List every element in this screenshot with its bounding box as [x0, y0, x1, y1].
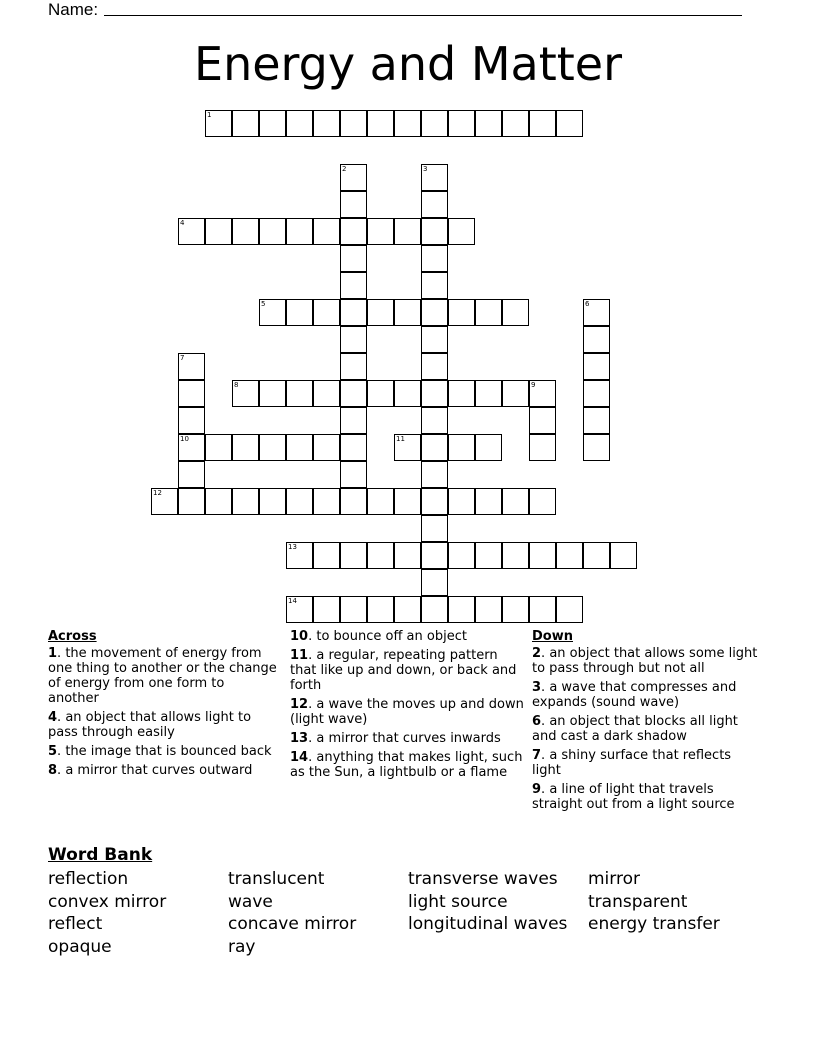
crossword-cell[interactable] — [313, 596, 340, 623]
crossword-cell[interactable] — [529, 380, 556, 407]
word-bank-word: light source — [408, 892, 508, 912]
crossword-cell[interactable] — [448, 380, 475, 407]
crossword-cell[interactable] — [367, 596, 394, 623]
crossword-cell[interactable] — [502, 110, 529, 137]
crossword-cell[interactable] — [394, 110, 421, 137]
crossword-cell[interactable] — [421, 461, 448, 488]
crossword-cell[interactable] — [583, 542, 610, 569]
crossword-cell[interactable] — [286, 218, 313, 245]
crossword-cell[interactable] — [475, 110, 502, 137]
cell-number: 9 — [531, 381, 536, 389]
crossword-cell[interactable] — [151, 488, 178, 515]
page-title: Energy and Matter — [194, 37, 622, 91]
crossword-cell[interactable] — [313, 380, 340, 407]
crossword-cell[interactable] — [367, 542, 394, 569]
cell-number: 3 — [423, 165, 428, 173]
cell-number: 2 — [342, 165, 347, 173]
crossword-cell[interactable] — [340, 191, 367, 218]
crossword-cell[interactable] — [313, 218, 340, 245]
crossword-cell[interactable] — [340, 110, 367, 137]
crossword-cell[interactable] — [178, 353, 205, 380]
crossword-cell[interactable] — [340, 164, 367, 191]
crossword-cell[interactable] — [529, 110, 556, 137]
crossword-cell[interactable] — [448, 542, 475, 569]
clue-across-5: 5. the image that is bounced back — [48, 744, 272, 759]
cell-number: 10 — [180, 435, 189, 443]
across-clues-col1 — [48, 629, 278, 782]
crossword-cell[interactable] — [178, 407, 205, 434]
clue-across-1: 1. the movement of energy from one thing to another or the change of energy from one form to another — [48, 646, 277, 706]
crossword-cell[interactable] — [529, 542, 556, 569]
crossword-cell[interactable] — [340, 488, 367, 515]
crossword-cell[interactable] — [286, 596, 313, 623]
crossword-cell[interactable] — [421, 299, 448, 326]
crossword-cell[interactable] — [421, 110, 448, 137]
crossword-cell[interactable] — [286, 434, 313, 461]
crossword-cell[interactable] — [502, 380, 529, 407]
crossword-cell[interactable] — [421, 569, 448, 596]
crossword-cell[interactable] — [286, 380, 313, 407]
crossword-cell[interactable] — [286, 110, 313, 137]
cell-number: 5 — [261, 300, 266, 308]
crossword-cell[interactable] — [313, 542, 340, 569]
crossword-cell[interactable] — [286, 542, 313, 569]
crossword-cell[interactable] — [205, 434, 232, 461]
word-bank-word: longitudinal waves — [408, 914, 568, 934]
crossword-cell[interactable] — [394, 380, 421, 407]
crossword-cell[interactable] — [556, 596, 583, 623]
crossword-cell[interactable] — [259, 434, 286, 461]
crossword-cell[interactable] — [421, 272, 448, 299]
crossword-cell[interactable] — [178, 434, 205, 461]
crossword-cell[interactable] — [421, 488, 448, 515]
crossword-cell[interactable] — [421, 434, 448, 461]
crossword-cell[interactable] — [394, 542, 421, 569]
crossword-cell[interactable] — [178, 488, 205, 515]
crossword-cell[interactable] — [232, 218, 259, 245]
crossword-cell[interactable] — [421, 542, 448, 569]
crossword-cell[interactable] — [232, 380, 259, 407]
clue-down-2: 2. an object that allows some light to pass through but not all — [532, 646, 758, 676]
crossword-cell[interactable] — [259, 299, 286, 326]
word-bank-word: reflection — [48, 869, 129, 889]
crossword-cell[interactable] — [367, 488, 394, 515]
crossword-cell[interactable] — [421, 326, 448, 353]
crossword-cell[interactable] — [340, 353, 367, 380]
crossword-cell[interactable] — [421, 407, 448, 434]
crossword-cell[interactable] — [394, 218, 421, 245]
crossword-cell[interactable] — [340, 407, 367, 434]
crossword-cell[interactable] — [448, 110, 475, 137]
crossword-cell[interactable] — [421, 596, 448, 623]
cell-number: 11 — [396, 435, 405, 443]
crossword-cell[interactable] — [367, 110, 394, 137]
crossword-cell[interactable] — [421, 353, 448, 380]
down-heading: Down — [532, 629, 573, 644]
crossword-cell[interactable] — [448, 596, 475, 623]
crossword-cell[interactable] — [313, 434, 340, 461]
crossword-cell[interactable] — [205, 110, 232, 137]
crossword-cell[interactable] — [610, 542, 637, 569]
crossword-cell[interactable] — [340, 380, 367, 407]
clue-down-7: 7. a shiny surface that reflects light — [532, 748, 732, 778]
crossword-cell[interactable] — [529, 407, 556, 434]
crossword-cell[interactable] — [475, 596, 502, 623]
word-bank-word: wave — [228, 892, 273, 912]
crossword-cell[interactable] — [340, 542, 367, 569]
word-bank-word: transparent — [588, 892, 688, 912]
crossword-cell[interactable] — [475, 434, 502, 461]
crossword-cell[interactable] — [178, 461, 205, 488]
crossword-cell[interactable] — [286, 488, 313, 515]
word-bank-word: ray — [228, 937, 256, 957]
crossword-cell[interactable] — [394, 596, 421, 623]
clue-across-12: 12. a wave the moves up and down (light wave) — [290, 697, 524, 727]
crossword-cell[interactable] — [475, 542, 502, 569]
crossword-cell[interactable] — [529, 596, 556, 623]
crossword-cell[interactable] — [421, 380, 448, 407]
crossword-cell[interactable] — [448, 299, 475, 326]
crossword-cell[interactable] — [205, 488, 232, 515]
clue-across-10: 10. to bounce off an object — [290, 629, 467, 644]
clue-across-14: 14. anything that makes light, such as the Sun, a lightbulb or a flame — [290, 750, 523, 780]
crossword-cell[interactable] — [583, 434, 610, 461]
crossword-cell[interactable] — [583, 380, 610, 407]
crossword-cell[interactable] — [340, 434, 367, 461]
cell-number: 12 — [153, 489, 162, 497]
crossword-cell[interactable] — [502, 542, 529, 569]
crossword-cell[interactable] — [340, 245, 367, 272]
word-bank-word: energy transfer — [588, 914, 720, 934]
cell-number: 1 — [207, 111, 212, 119]
crossword-cell[interactable] — [313, 299, 340, 326]
crossword-cell[interactable] — [583, 299, 610, 326]
crossword-cell[interactable] — [475, 488, 502, 515]
crossword-cell[interactable] — [448, 434, 475, 461]
crossword-cell[interactable] — [529, 488, 556, 515]
crossword-cell[interactable] — [205, 218, 232, 245]
crossword-cell[interactable] — [502, 299, 529, 326]
crossword-cell[interactable] — [178, 218, 205, 245]
across-heading: Across — [48, 629, 97, 644]
crossword-cell[interactable] — [421, 164, 448, 191]
crossword-cell[interactable] — [232, 434, 259, 461]
cell-number: 14 — [288, 597, 297, 605]
cell-number: 13 — [288, 543, 297, 551]
crossword-cell[interactable] — [421, 218, 448, 245]
crossword-cell[interactable] — [367, 380, 394, 407]
clue-down-9: 9. a line of light that travels straight out from a light source — [532, 782, 735, 812]
crossword-cell[interactable] — [529, 434, 556, 461]
word-bank-word: translucent — [228, 869, 325, 889]
crossword-cell[interactable] — [556, 110, 583, 137]
clue-across-8: 8. a mirror that curves outward — [48, 763, 253, 778]
crossword-cell[interactable] — [340, 299, 367, 326]
crossword-cell[interactable] — [583, 407, 610, 434]
crossword-cell[interactable] — [475, 380, 502, 407]
name-label: Name: — [48, 0, 99, 19]
crossword-cell[interactable] — [178, 380, 205, 407]
crossword-cell[interactable] — [502, 488, 529, 515]
crossword-cell[interactable] — [394, 434, 421, 461]
cell-number: 4 — [180, 219, 185, 227]
crossword-cell[interactable] — [313, 110, 340, 137]
crossword-cell[interactable] — [367, 218, 394, 245]
crossword-cell[interactable] — [448, 218, 475, 245]
word-bank-word: reflect — [48, 914, 103, 934]
word-bank-word: opaque — [48, 937, 112, 957]
crossword-cell[interactable] — [340, 596, 367, 623]
word-bank-word: convex mirror — [48, 892, 167, 912]
crossword-cell[interactable] — [421, 191, 448, 218]
word-bank-title: Word Bank — [48, 845, 153, 865]
crossword-cell[interactable] — [583, 353, 610, 380]
crossword-cell[interactable] — [394, 299, 421, 326]
cell-number: 8 — [234, 381, 239, 389]
crossword-cell[interactable] — [394, 488, 421, 515]
crossword-cell[interactable] — [286, 299, 313, 326]
crossword-cell[interactable] — [232, 488, 259, 515]
crossword-cell[interactable] — [259, 380, 286, 407]
crossword-cell[interactable] — [475, 299, 502, 326]
crossword-cell[interactable] — [583, 326, 610, 353]
crossword-cell[interactable] — [448, 488, 475, 515]
crossword-cell[interactable] — [340, 272, 367, 299]
crossword-cell[interactable] — [259, 110, 286, 137]
word-bank-word: transverse waves — [408, 869, 558, 889]
cell-number: 6 — [585, 300, 590, 308]
clue-down-6: 6. an object that blocks all light and cast a dark shadow — [532, 714, 738, 744]
clue-down-3: 3. a wave that compresses and expands (sound wave) — [532, 680, 737, 710]
cell-number: 7 — [180, 354, 185, 362]
crossword-cell[interactable] — [340, 461, 367, 488]
clue-across-13: 13. a mirror that curves inwards — [290, 731, 501, 746]
crossword-cell[interactable] — [340, 326, 367, 353]
crossword-cell[interactable] — [556, 542, 583, 569]
crossword-cell[interactable] — [232, 110, 259, 137]
crossword-cell[interactable] — [367, 299, 394, 326]
crossword-cell[interactable] — [259, 488, 286, 515]
across-clues-col2 — [290, 629, 528, 784]
clue-across-4: 4. an object that allows light to pass through easily — [48, 710, 252, 740]
crossword-cell[interactable] — [340, 218, 367, 245]
crossword-cell[interactable] — [313, 488, 340, 515]
clue-across-11: 11. a regular, repeating pattern that like up and down, or back and forth — [290, 648, 517, 693]
crossword-cell[interactable] — [502, 596, 529, 623]
down-clues — [532, 629, 762, 816]
crossword-cell[interactable] — [421, 245, 448, 272]
word-bank-word: concave mirror — [228, 914, 357, 934]
word-bank-word: mirror — [588, 869, 640, 889]
crossword-cell[interactable] — [259, 218, 286, 245]
crossword-cell[interactable] — [421, 515, 448, 542]
